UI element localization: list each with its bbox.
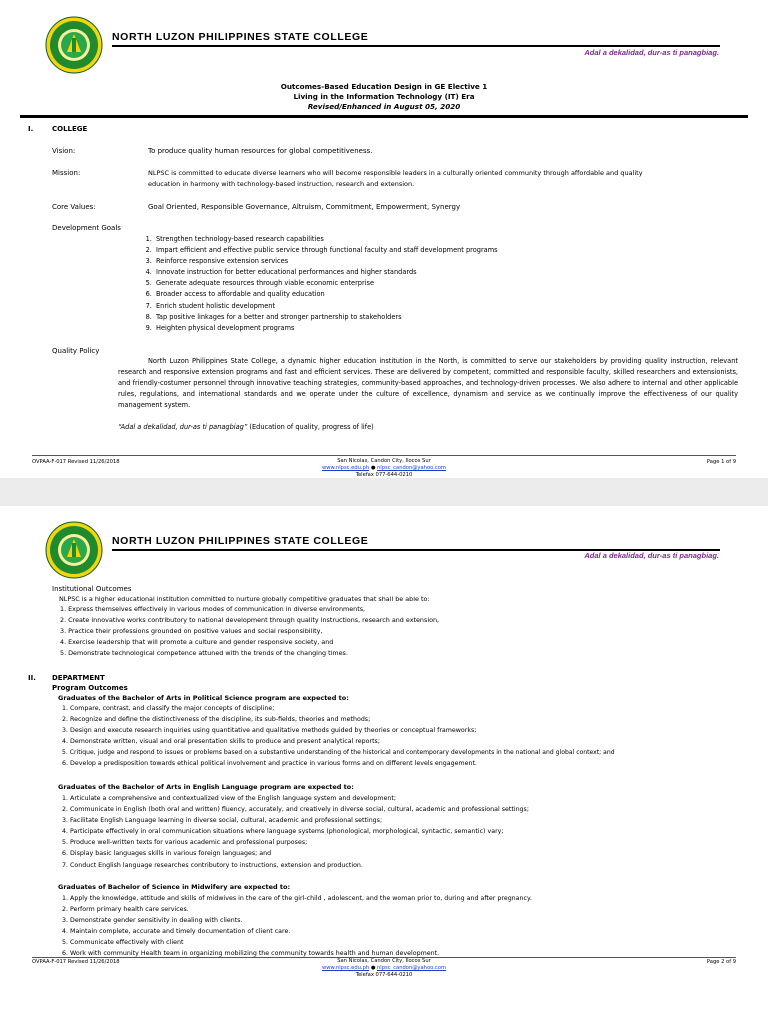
midwifery-intro: Graduates of Bachelor of Science in Midwifery are expected to: — [58, 883, 291, 891]
english-outcomes-list — [62, 793, 529, 871]
header-rule — [112, 45, 720, 47]
header-motto: Adal a dekalidad, dur-as ti panagbiag. — [584, 48, 719, 57]
outcome-item: 2. Perform primary health care services. — [62, 906, 189, 914]
development-goals-label: Development Goals — [52, 224, 121, 232]
outcome-item: 1. Express themselves effectively in various modes of communication in diverse environments, — [60, 605, 366, 613]
goal-item: 2. Impart efficient and effective public service through functional faculty and staff development programs — [154, 245, 498, 256]
goal-item: 5. Generate adequate resources through viable economic enterprise — [154, 278, 498, 289]
outcome-item: 2. Create innovative works contributory to national development through quality instructions, research and extension, — [60, 616, 440, 625]
footer-contacts: www.nlpsc.edu.ph ● nlpsc_candon@yahoo.com — [322, 465, 446, 471]
outcome-item: 4. Participate effectively in oral communication situations where language systems (phonological, morphological, syntactic, semantic) vary; — [62, 828, 504, 836]
goal-item: 3. Reinforce responsive extension services — [154, 256, 498, 267]
outcome-item: 5. Communicate effectively with client — [62, 939, 184, 947]
college-name: NORTH LUZON PHILIPPINES STATE COLLEGE — [112, 31, 369, 43]
footer-form-code: OVPAA-F-017 Revised 11/26/2018 — [32, 959, 120, 965]
goal-item: 7. Enrich student holistic development — [154, 301, 498, 312]
footer-email-link[interactable]: nlpsc_candon@yahoo.com — [377, 465, 446, 471]
goal-item: 8. Tap positive linkages for a better and stronger partnership to stakeholders — [154, 312, 498, 323]
document-page-1 — [0, 0, 768, 478]
development-goals-list — [142, 234, 498, 334]
polsci-outcomes-list — [62, 703, 615, 770]
outcome-item: 2. Communicate in English (both oral and written) fluency, accurately, and creatively in diverse social, cultural, academic and professional settings; — [62, 806, 529, 814]
outcome-item: 1. Articulate a comprehensive and contextualized view of the English language system and development; — [62, 795, 396, 802]
institutional-outcomes-list — [60, 604, 439, 659]
footer-address-block — [0, 458, 768, 479]
footer-phone: Telefax 077-644-0210 — [355, 472, 413, 478]
outcome-item: 1. Apply the knowledge, attitude and skills of midwives in the care of the girl-child , adolescent, and the woman prior to, during and after pregnancy. — [62, 895, 532, 902]
footer-website-link[interactable]: www.nlpsc.edu.ph — [322, 965, 370, 971]
footer-email-link[interactable]: nlpsc_candon@yahoo.com — [377, 965, 446, 971]
outcome-item: 6. Work with community Health team in organizing mobilizing the community towards health and human development. — [62, 950, 440, 958]
motto-quote: “Adal a dekalidad, dur-as ti panagbiag” — [118, 423, 248, 431]
document-page-2 — [0, 506, 768, 1024]
college-seal-logo — [45, 521, 103, 579]
footer-page-number: Page 2 of 9 — [706, 959, 736, 965]
doc-subtitle: Living in the Information Technology (IT) Era — [293, 92, 475, 101]
outcome-item: 5. Critique, judge and respond to issues or problems based on a substantive understanding of the historical and contemporary developments in the national and global context; and — [62, 749, 615, 757]
core-values-text: Goal Oriented, Responsible Governance, Altruism, Commitment, Empowerment, Synergy — [148, 203, 461, 211]
footer-page-number: Page 1 of 9 — [706, 459, 736, 465]
motto-translation: (Education of quality, progress of life) — [249, 423, 374, 431]
outcome-item: 5. Produce well-written texts for various academic and professional purposes; — [62, 839, 308, 847]
english-intro: Graduates of the Bachelor of Arts in English Language program are expected to: — [58, 783, 354, 791]
program-outcomes-title: Program Outcomes — [52, 684, 128, 692]
section-number: II. — [28, 674, 36, 682]
college-seal-logo — [45, 16, 103, 74]
outcome-item: 4. Maintain complete, accurate and timely documentation of client care. — [62, 928, 291, 936]
outcome-item: 4. Exercise leadership that will promote a culture and gender responsive society, and — [60, 638, 334, 647]
outcome-item: 3. Design and execute research inquiries using quantitative and qualitative methods guided by theories or conceptual frameworks; — [62, 727, 477, 735]
doc-title: Outcomes-Based Education Design in GE Elective 1 — [280, 82, 488, 91]
section-number: I. — [28, 125, 34, 133]
midwifery-outcomes-list — [62, 893, 532, 960]
vision-text: To produce quality human resources for global competitiveness. — [148, 147, 373, 155]
outcome-item: 3. Practice their professions grounded on positive values and social responsibility, — [60, 627, 323, 636]
outcome-item: 5. Demonstrate technological competence attuned with the trends of the changing times. — [60, 649, 348, 658]
institutional-outcomes-title: Institutional Outcomes — [52, 585, 132, 593]
section-title: DEPARTMENT — [52, 674, 105, 682]
goal-item: 6. Broader access to affordable and quality education — [154, 289, 498, 300]
footer-address-block — [0, 958, 768, 979]
footer-address: San Nicolas, Candon City, Ilocos Sur — [337, 458, 431, 464]
quality-policy-label: Quality Policy — [52, 347, 100, 355]
mission-text: NLPSC is committed to educate diverse learners who will become responsible leaders in a culturally oriented community through affordable and quality — [148, 169, 643, 177]
outcome-item: 3. Facilitate English Language learning in diverse social, cultural, academic and professional settings; — [62, 817, 383, 825]
outcome-item: 4. Demonstrate written, visual and oral presentation skills to produce and present analytical reports; — [62, 738, 380, 746]
doc-revised: Revised/Enhanced in August 05, 2020 — [307, 102, 461, 111]
core-values-label: Core Values: — [52, 203, 96, 211]
outcome-item: 3. Demonstrate gender sensitivity in dealing with clients. — [62, 917, 243, 925]
footer-website-link[interactable]: www.nlpsc.edu.ph — [322, 465, 370, 471]
institutional-outcomes-intro: NLPSC is a higher educational institution committed to nurture globally competitive graduates that shall be able to: — [59, 595, 430, 603]
outcome-item: 7. Conduct English language researches contributory to instructions, extension and production. — [62, 861, 363, 869]
section-title: COLLEGE — [52, 125, 88, 133]
footer-rule — [32, 455, 736, 456]
footer-contacts: www.nlpsc.edu.ph ● nlpsc_candon@yahoo.com — [322, 965, 446, 971]
outcome-item: 6. Display basic languages skills in various foreign languages; and — [62, 850, 272, 858]
college-name: NORTH LUZON PHILIPPINES STATE COLLEGE — [112, 535, 369, 547]
polsci-intro: Graduates of the Bachelor of Arts in Political Science program are expected to: — [58, 694, 349, 702]
outcome-item: 2. Recognize and define the distinctiveness of the discipline, its sub-fields, theories and methods; — [62, 716, 371, 724]
motto-line — [118, 423, 374, 431]
goal-item: 9. Heighten physical development programs — [154, 323, 498, 334]
footer-form-code: OVPAA-F-017 Revised 11/26/2018 — [32, 459, 120, 465]
footer-address: San Nicolas, Candon City, Ilocos Sur — [337, 958, 431, 964]
quality-policy-text: North Luzon Philippines State College, a dynamic higher education institution in the North, is committed to serve our stakeholders by providing quality instruction, relevant research and responsive extension programs and fast and efficient services. These are delivered by competent, committed and responsible faculty, skilled researchers and extensionists, and friendly-costumer personnel through innovative teaching strategies, community-based approaches, and technology-driven processes. We also adhere to internal and other applicable rules, regulations, and international standards and we operate under the culture of excellence, dynamism and service as we continually improve the effectiveness of our quality management system. — [118, 357, 738, 409]
outcome-item: 1. Compare, contrast, and classify the major concepts of discipline; — [62, 705, 275, 712]
page-gap — [0, 478, 768, 506]
mission-label: Mission: — [52, 169, 81, 177]
mission-text-2: education in harmony with technology-based instruction, research and extension. — [148, 180, 415, 188]
goal-item: 4. Innovate instruction for better educational performances and higher standards — [154, 267, 498, 278]
vision-label: Vision: — [52, 147, 76, 155]
goal-item: 1. Strengthen technology-based research capabilities — [154, 234, 498, 245]
outcome-item: 6. Develop a predisposition towards ethical political involvement and practice in various forms and on different levels engagement. — [62, 760, 477, 768]
footer-phone: Telefax 077-644-0210 — [355, 972, 413, 978]
header-motto: Adal a dekalidad, dur-as ti panagbiag. — [584, 551, 719, 560]
title-rule — [20, 115, 748, 118]
